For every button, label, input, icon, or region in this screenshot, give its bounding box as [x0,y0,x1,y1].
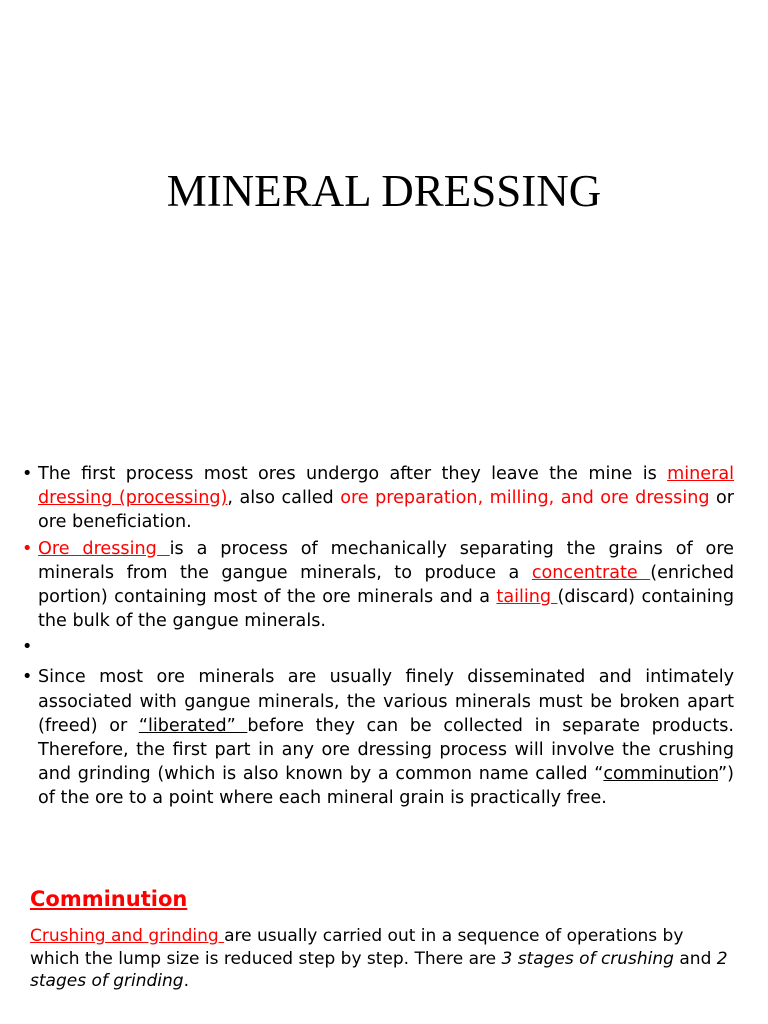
section-body [30,925,730,993]
term-tailing: tailing [496,587,558,608]
term-crushing-and-grinding: Crushing and grinding [30,926,225,946]
bullet-list [20,462,734,813]
bullet-dot: • [22,667,33,688]
stages-of-grinding: 2 stages of grinding [30,948,728,991]
bullet-3-text-1: Since most ore minerals are usually finely disseminated and intimately associated with gangue minerals, the various minerals must be broken apart (freed) or [38,667,734,736]
bullet-1-text-1: The first process most ores undergo after they leave the mine is [38,464,668,484]
bullet-2-text-2: (enriched portion) containing most of the ore minerals and a [38,562,734,608]
stages-of-crushing: 3 stages of crushing [501,948,674,969]
section-heading-comminution: Comminution [30,887,188,911]
bullet-2-text-1: is a process of mechanically separating the grains of ore minerals from the gangue minerals, to produce a [38,538,734,583]
term-ore-preparation: ore preparation, milling, and ore dressing [340,488,710,509]
section-text-2: and [673,948,717,969]
bullet-item-1 [20,462,734,535]
page-title: MINERAL DRESSING [166,166,602,216]
term-mineral-dressing: mineral dressing (processing) [38,464,734,509]
term-comminution: comminution [603,764,719,785]
term-ore-dressing: Ore dressing [38,538,170,559]
bullet-dot: • [22,538,33,559]
bullet-item-empty [20,635,734,663]
bullet-dot: • [22,637,33,658]
bullet-1-text-2: , also called [227,488,341,509]
term-liberated: “liberated” [138,715,248,736]
bullet-3-text-3: ”) of the ore to a point where each mineral grain is practically free. [38,764,734,809]
bullet-dot: • [22,464,33,484]
section-text-1: are usually carried out in a sequence of operations by which the lump size is reduced step by step. There are [30,926,684,969]
term-concentrate: concentrate [531,562,651,583]
bullet-2-text-3: (discard) containing the bulk of the gangue minerals. [38,587,734,632]
section-text-3: . [183,971,190,991]
bullet-3-text-2: before they can be collected in separate products. Therefore, the first part in any ore dressing process will involve the crushing and grinding (which is also known by a common name called “ [38,715,734,785]
bullet-item-3 [20,665,734,810]
bullet-item-2 [20,537,734,634]
bullet-1-text-3: or ore beneficiation. [38,488,735,533]
